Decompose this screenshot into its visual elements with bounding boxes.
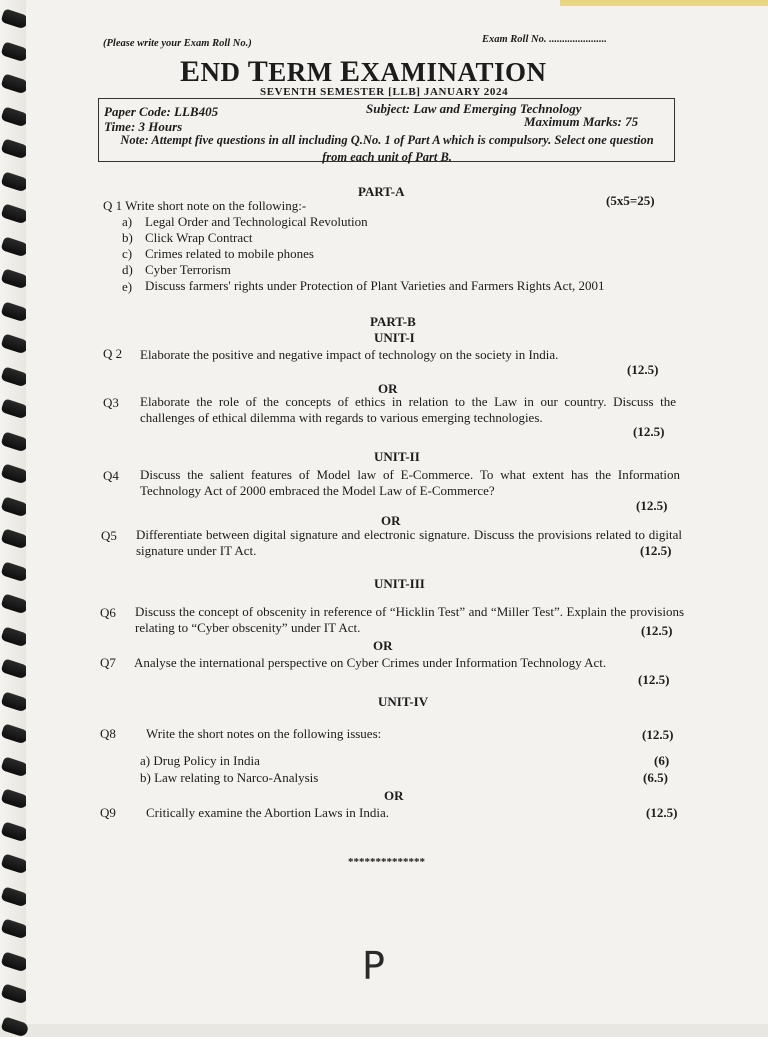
q6-marks: (12.5): [641, 623, 673, 638]
q1-text: Q 1 Write short note on the following:-: [103, 198, 307, 213]
q2-number: Q 2: [103, 346, 123, 361]
paper-code: Paper Code: LLB405: [104, 104, 219, 119]
q8a-marks: (6): [654, 753, 670, 768]
q5-marks: (12.5): [640, 543, 672, 558]
q8-number: Q8: [100, 726, 116, 741]
q6-number: Q6: [100, 605, 116, 620]
q6-text: Discuss the concept of obscenity in reference of “Hicklin Test” and “Miller Test”. Explain the provisions relating to “Cyber obscenity” under IT Act.: [135, 604, 684, 635]
or-divider: OR: [384, 788, 404, 803]
list-item: e): [122, 279, 133, 294]
q8a-text: a) Drug Policy in India: [140, 753, 260, 768]
q2-marks: (12.5): [627, 362, 659, 377]
q5-text: Differentiate between digital signature and electronic signature. Discuss the provisions related to digital signature under IT Act.: [136, 527, 682, 558]
list-item: b): [122, 230, 133, 245]
q4-marks: (12.5): [636, 498, 668, 513]
part-b-heading: PART-B: [370, 314, 416, 329]
q7-text: Analyse the international perspective on Cyber Crimes under Information Technology Act.: [134, 655, 607, 670]
q2-text: Elaborate the positive and negative impact of technology on the society in India.: [140, 347, 559, 362]
or-divider: OR: [378, 381, 398, 396]
or-divider: OR: [381, 513, 401, 528]
q8-marks: (12.5): [642, 727, 674, 742]
time: Time: 3 Hours: [104, 119, 183, 134]
semester-line: SEVENTH SEMESTER [LLB] JANUARY 2024: [260, 86, 509, 98]
list-item: a): [122, 214, 133, 229]
q5-number: Q5: [101, 528, 117, 543]
q7-number: Q7: [100, 655, 116, 670]
unit-4-heading: UNIT-IV: [378, 694, 429, 709]
list-item: d): [122, 262, 133, 277]
q3-marks: (12.5): [633, 424, 665, 439]
unit-3-heading: UNIT-III: [374, 576, 425, 591]
q3-number: Q3: [103, 395, 119, 410]
q9-text: Critically examine the Abortion Laws in India.: [146, 805, 389, 820]
q9-marks: (12.5): [646, 805, 678, 820]
list-item-text: Crimes related to mobile phones: [145, 246, 314, 261]
q4-text: Discuss the salient features of Model law of E-Commerce. To what extent has the Information Technology Act of 2000 embraced the Model Law of E-Commerce?: [140, 467, 680, 498]
unit-1-heading: UNIT-I: [374, 330, 415, 345]
paper-edge-strip: [560, 0, 768, 6]
q9-number: Q9: [100, 805, 116, 820]
q3-text: Elaborate the role of the concepts of ethics in relation to the Law in our country. Discuss the challenges of ethical dilemma with regards to various emerging technologies.: [140, 394, 676, 425]
roll-number-field: Exam Roll No. ......................: [482, 34, 607, 45]
q8b-text: b) Law relating to Narco-Analysis: [140, 770, 319, 785]
q7-marks: (12.5): [638, 672, 670, 687]
or-divider: OR: [373, 638, 393, 653]
end-stars: **************: [348, 856, 425, 868]
list-item-text: Legal Order and Technological Revolution: [145, 214, 368, 229]
list-item-text: Cyber Terrorism: [145, 262, 231, 277]
q8-text: Write the short notes on the following issues:: [146, 726, 382, 741]
max-marks: Maximum Marks: 75: [524, 114, 639, 129]
exam-title: END TERM EXAMINATION: [180, 55, 547, 88]
part-a-heading: PART-A: [358, 184, 405, 199]
list-item: c): [122, 246, 133, 261]
list-item-text: Discuss farmers' rights under Protection of Plant Varieties and Farmers Rights Act, 2001: [145, 278, 605, 293]
handwritten-mark: P: [362, 944, 385, 988]
q8b-marks: (6.5): [643, 770, 668, 785]
q4-number: Q4: [103, 468, 119, 483]
q1-marks: (5x5=25): [606, 193, 655, 208]
unit-2-heading: UNIT-II: [374, 449, 420, 464]
subject: Subject: Law and Emerging Technology: [366, 101, 582, 116]
instruction-note: Note: Attempt five questions in all including Q.No. 1 of Part A which is compulsory. Select one question from each unit of Part B.: [120, 133, 654, 164]
roll-number-instruction: (Please write your Exam Roll No.): [103, 38, 252, 49]
list-item-text: Click Wrap Contract: [145, 230, 253, 245]
